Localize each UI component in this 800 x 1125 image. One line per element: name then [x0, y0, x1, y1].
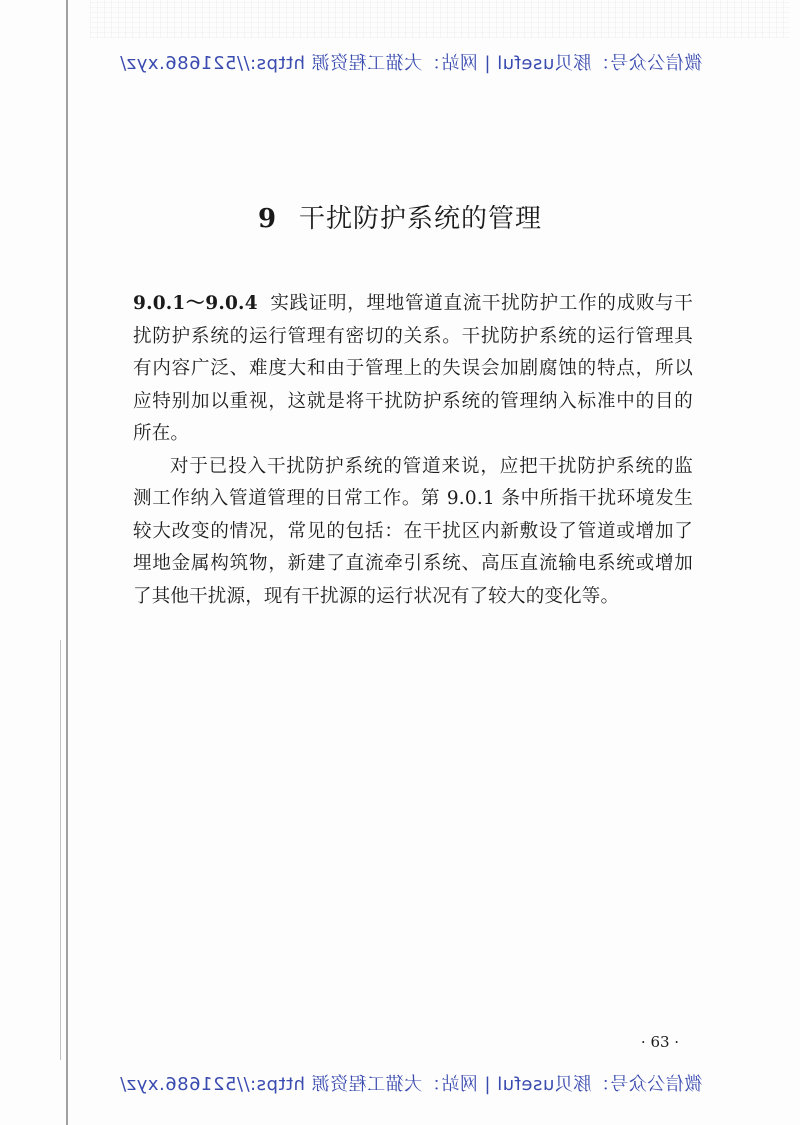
- paragraph-2-text: 对于已投入干扰防护系统的管道来说，应把干扰防护系统的监测工作纳入管道管理的日常工作。第 9.0.1 条中所指干扰环境发生较大改变的情况，常见的包括：在干扰区内新敷设了管道或增加了埋地金属构筑物，新建了直流牵引系统、高压直流输电系统或增加了其他干扰源，现有干扰源的运行状况有了较大的变化等。: [133, 455, 693, 607]
- clause-number: 9.0.1～9.0.4: [133, 293, 258, 314]
- page-left-edge-secondary: [60, 640, 61, 1060]
- chapter-number: 9: [257, 204, 278, 234]
- watermark-bottom: 微信公众号：豚贝useful | 网站：大猫工程资源 https://521686.xyz/: [119, 1074, 703, 1095]
- chapter-title: 干扰防护系统的管理: [299, 204, 543, 234]
- body-text: [133, 288, 693, 613]
- watermark-top: 微信公众号：豚贝useful | 网站：大猫工程资源 https://521686.xyz/: [119, 53, 703, 74]
- scan-noise: [90, 0, 790, 38]
- paragraph-1: [133, 288, 693, 451]
- chapter-heading: [0, 198, 800, 235]
- paragraph-2: [133, 451, 693, 614]
- page-left-edge: [66, 0, 68, 1125]
- paragraph-1-text: 实践证明，埋地管道直流干扰防护工作的成败与干扰防护系统的运行管理有密切的关系。干扰防护系统的运行管理具有内容广泛、难度大和由于管理上的失误会加剧腐蚀的特点，所以应特别加以重视，这就是将干扰防护系统的管理纳入标准中的目的所在。: [133, 293, 693, 444]
- page-number: · 63 ·: [640, 1033, 680, 1051]
